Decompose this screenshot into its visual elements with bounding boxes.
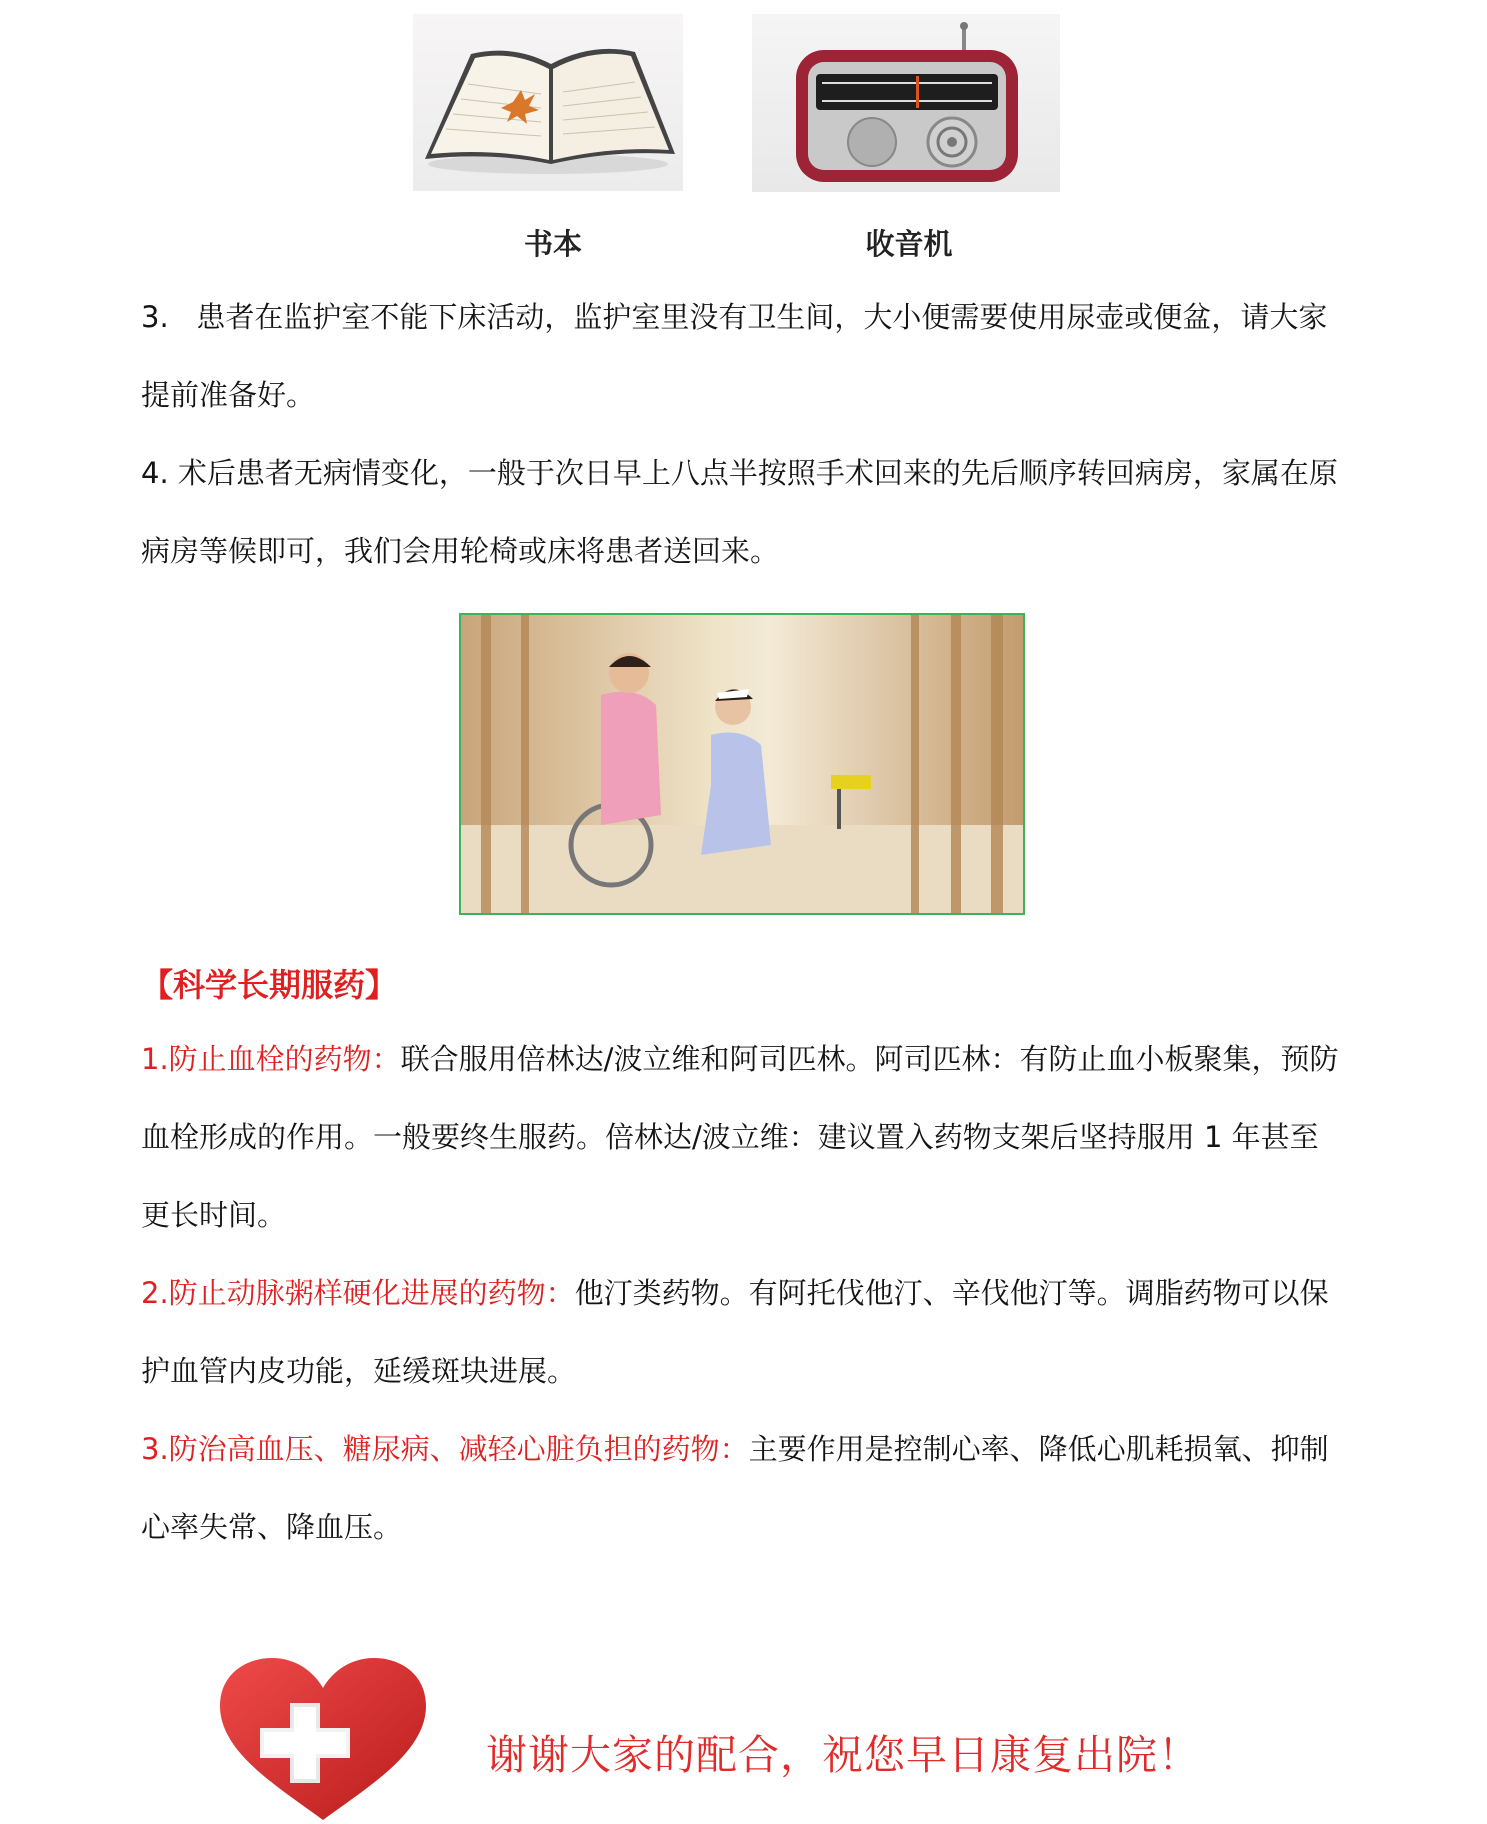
thank-you-message: 谢谢大家的配合，祝您早日康复出院！ (486, 1731, 1200, 1779)
medication-label: 3.防治高血压、糖尿病、减轻心脏负担的药物： (141, 1432, 749, 1466)
paragraph-text: 术后患者无病情变化，一般于次日早上八点半按照手术回来的先后顺序转回病房，家属在原病房等候即可，我们会用轮椅或床将患者送回来。 (141, 456, 1338, 568)
paragraph-3 (141, 278, 1341, 434)
heart-icon (220, 1658, 426, 1820)
medication-item-3 (141, 1410, 1341, 1566)
book-image (413, 14, 683, 191)
paragraph-text: 患者在监护室不能下床活动，监护室里没有卫生间，大小便需要使用尿壶或便盆，请大家提前准备好。 (141, 300, 1328, 412)
medication-text: 他汀类药物。有阿托伐他汀、辛伐他汀等。调脂药物可以保护血管内皮功能，延缓斑块进展。 (141, 1276, 1329, 1388)
paragraph-4 (141, 434, 1341, 590)
medication-label: 1.防止血栓的药物： (141, 1042, 401, 1076)
radio-icon (752, 14, 1060, 192)
medication-label: 2.防止动脉粥样硬化进展的药物： (141, 1276, 575, 1310)
heart-cross-logo (220, 1658, 426, 1820)
radio-image (752, 14, 1060, 192)
paragraph-number: 4. (141, 456, 169, 490)
medication-item-2 (141, 1254, 1341, 1410)
section-heading: 【科学长期服药】 (141, 966, 398, 1004)
hospital-corridor-scene (461, 615, 1023, 913)
radio-caption: 收音机 (865, 227, 953, 261)
medication-text: 联合服用倍林达/波立维和阿司匹林。阿司匹林：有防止血小板聚集，预防血栓形成的作用。一般要终生服药。倍林达/波立维：建议置入药物支架后坚持服用 1 年甚至更长时间。 (141, 1042, 1339, 1232)
medication-text: 主要作用是控制心率、降低心肌耗损氧、抑制心率失常、降血压。 (141, 1432, 1329, 1544)
open-book-icon (413, 14, 683, 191)
patient-nurse-photo (459, 613, 1025, 915)
medication-item-1 (141, 1020, 1341, 1254)
book-caption: 书本 (523, 227, 582, 261)
paragraph-number: 3. (141, 300, 169, 334)
